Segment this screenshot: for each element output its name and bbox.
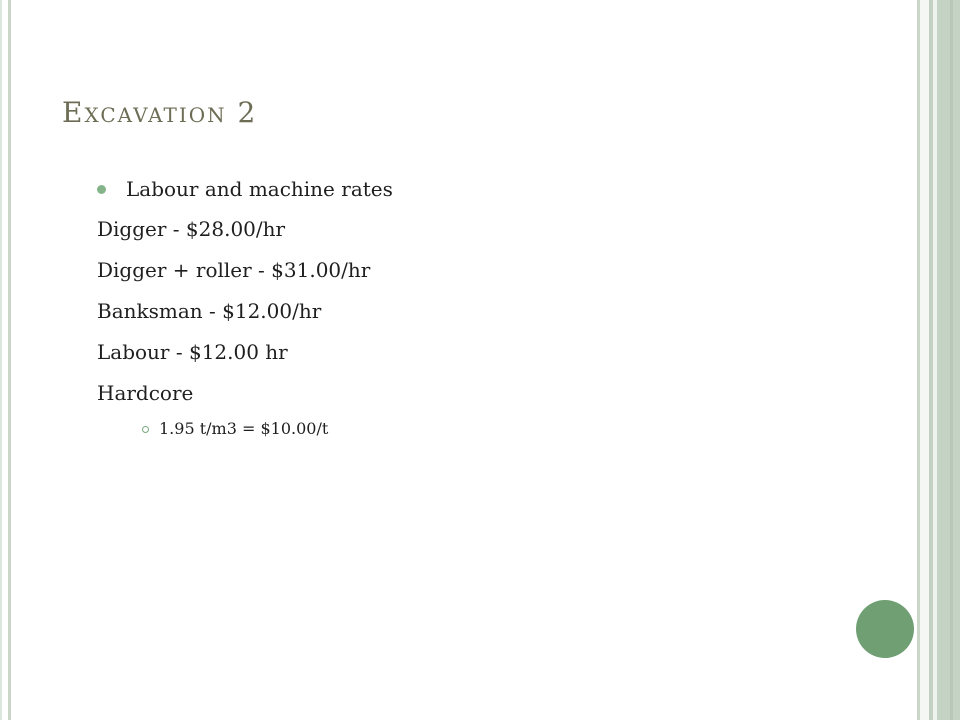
rate-line-digger-roller: Digger + roller - $31.00/hr bbox=[97, 258, 371, 282]
line-hardcore: Hardcore bbox=[97, 381, 194, 405]
bullet-item bbox=[97, 176, 877, 202]
right-stripe-5 bbox=[937, 0, 960, 720]
sub-bullet-item bbox=[97, 418, 877, 440]
right-stripe-6 bbox=[950, 0, 953, 720]
right-stripe-2 bbox=[920, 0, 929, 720]
rate-line-labour: Labour - $12.00 hr bbox=[97, 340, 288, 364]
decorative-circle bbox=[856, 600, 914, 658]
rate-line-banksman: Banksman - $12.00/hr bbox=[97, 299, 322, 323]
sub-bullet-text: 1.95 t/m3 = $10.00/t bbox=[159, 419, 329, 438]
bullet-text: Labour and machine rates bbox=[126, 177, 393, 201]
bullet-dot-icon bbox=[97, 185, 106, 194]
left-frame-line bbox=[8, 0, 11, 720]
bullet-ring-icon bbox=[142, 426, 149, 433]
left-frame-outer-line bbox=[0, 0, 2, 720]
rate-line-digger: Digger - $28.00/hr bbox=[97, 217, 286, 241]
slide-title: Excavation 2 bbox=[62, 96, 258, 129]
slide-body bbox=[97, 176, 877, 440]
